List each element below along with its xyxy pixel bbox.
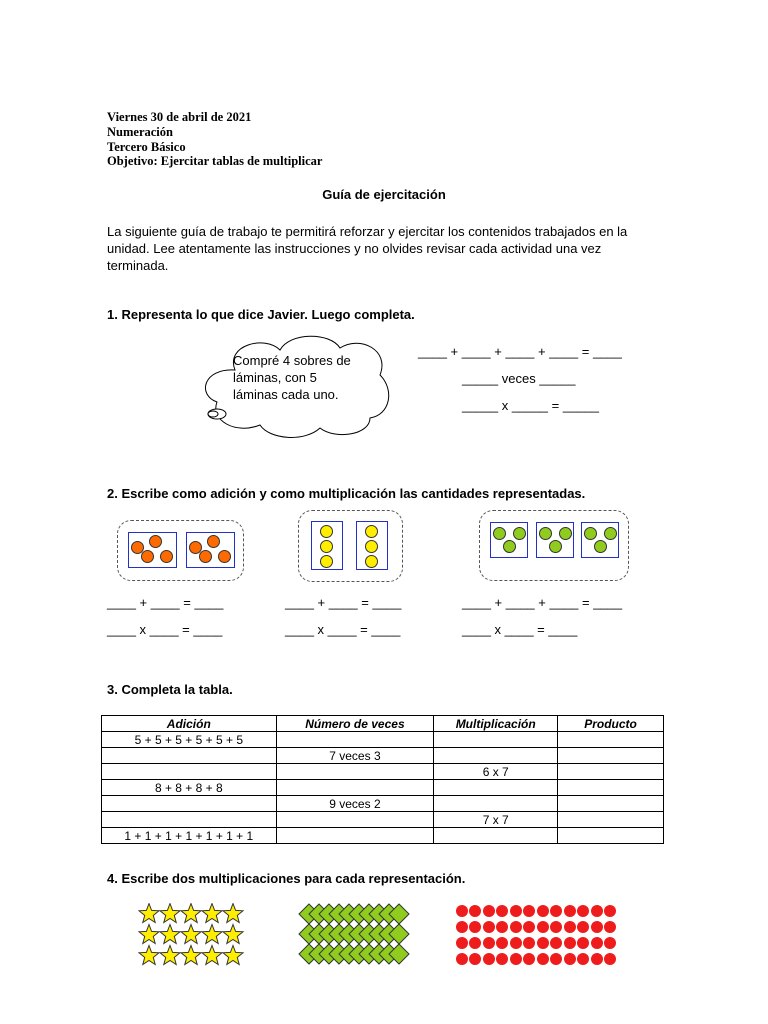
red-circle <box>577 905 589 917</box>
table-cell[interactable] <box>102 812 277 828</box>
star-icon <box>160 925 180 944</box>
q1-veces-line[interactable]: _____ veces _____ <box>462 371 576 386</box>
q1-addition-line[interactable]: ____ + ____ + ____ + ____ = ____ <box>418 344 622 359</box>
table-cell[interactable]: 5 + 5 + 5 + 5 + 5 + 5 <box>102 732 277 748</box>
star-icon <box>181 925 201 944</box>
yellow-dots-group <box>298 510 403 582</box>
orange-dot <box>218 550 231 563</box>
yellow-dots-box <box>356 521 388 570</box>
star-icon <box>223 946 243 965</box>
star-icon <box>202 904 222 923</box>
table-cell[interactable] <box>276 732 434 748</box>
orange-dots-box <box>128 532 177 568</box>
star-icon <box>160 946 180 965</box>
red-circle <box>550 905 562 917</box>
red-circle <box>483 953 495 965</box>
table-row <box>102 812 664 828</box>
table-cell[interactable] <box>558 764 664 780</box>
red-circle <box>523 953 535 965</box>
star-icon <box>181 904 201 923</box>
red-circle <box>483 921 495 933</box>
table-cell[interactable] <box>276 764 434 780</box>
green-dot <box>584 527 597 540</box>
question-3-heading: 3. Completa la tabla. <box>107 682 233 697</box>
q2-group1-addition[interactable]: ____ + ____ = ____ <box>107 595 224 610</box>
header-subject: Numeración <box>107 125 173 139</box>
red-circle <box>496 937 508 949</box>
table-cell[interactable] <box>276 780 434 796</box>
red-circle <box>604 921 616 933</box>
green-dot <box>594 540 607 553</box>
red-circle <box>510 921 522 933</box>
q2-group2-multiplication[interactable]: ____ x ____ = ____ <box>285 622 401 637</box>
yellow-dot <box>320 540 333 553</box>
green-dots-box <box>536 522 574 558</box>
table-header-row <box>102 716 664 732</box>
q1-multiplication-line[interactable]: _____ x _____ = _____ <box>462 398 599 413</box>
col-header-adicion: Adición <box>102 716 277 732</box>
table-row <box>102 796 664 812</box>
star-icon <box>223 904 243 923</box>
q2-group3-multiplication[interactable]: ____ x ____ = ____ <box>462 622 578 637</box>
col-header-multiplicacion: Multiplicación <box>434 716 558 732</box>
star-icon <box>181 946 201 965</box>
red-circle <box>564 937 576 949</box>
red-circle <box>550 921 562 933</box>
red-circle <box>591 921 603 933</box>
green-dot <box>539 527 552 540</box>
yellow-dot <box>320 525 333 538</box>
red-circle <box>591 953 603 965</box>
green-dot <box>559 527 572 540</box>
red-circle <box>456 953 468 965</box>
green-dot <box>503 540 516 553</box>
table-cell[interactable] <box>558 748 664 764</box>
question-4-heading: 4. Escribe dos multiplicaciones para cada representación. <box>107 871 466 886</box>
red-circle <box>591 905 603 917</box>
red-circle <box>510 953 522 965</box>
table-cell[interactable]: 7 veces 3 <box>276 748 434 764</box>
table-cell[interactable] <box>276 828 434 844</box>
question-2-heading: 2. Escribe como adición y como multiplicación las cantidades representadas. <box>107 486 586 501</box>
yellow-dot <box>320 555 333 568</box>
cloud-text: Compré 4 sobres de láminas, con 5 láminas cada uno. <box>233 353 351 402</box>
q2-group1-multiplication[interactable]: ____ x ____ = ____ <box>107 622 223 637</box>
header-objective: Objetivo: Ejercitar tablas de multiplicar <box>107 154 323 168</box>
red-circle <box>469 921 481 933</box>
red-circle <box>496 905 508 917</box>
orange-dots-group <box>117 520 244 581</box>
red-circle <box>469 953 481 965</box>
orange-dot <box>141 550 154 563</box>
header-grade: Tercero Básico <box>107 140 186 154</box>
red-circle <box>496 921 508 933</box>
star-icon <box>160 904 180 923</box>
question-1-heading: 1. Representa lo que dice Javier. Luego completa. <box>107 307 415 322</box>
orange-dot <box>160 550 173 563</box>
intro-paragraph: La siguiente guía de trabajo te permitirá reforzar y ejercitar los contenidos trabajados en la unidad. Lee atentamente las instrucciones y no olvides revisar cada actividad una vez terminada. <box>107 224 628 273</box>
orange-dot <box>199 550 212 563</box>
red-circle <box>550 937 562 949</box>
table-cell[interactable] <box>558 732 664 748</box>
table-cell[interactable] <box>434 732 558 748</box>
red-circle <box>456 937 468 949</box>
table-cell[interactable] <box>558 828 664 844</box>
red-circle <box>550 953 562 965</box>
star-icon <box>139 946 159 965</box>
green-dots-box <box>490 522 528 558</box>
green-dots-box <box>581 522 619 558</box>
red-circle <box>456 921 468 933</box>
header-date: Viernes 30 de abril de 2021 <box>107 110 252 124</box>
star-icon <box>139 904 159 923</box>
table-cell[interactable] <box>434 780 558 796</box>
red-circle <box>523 937 535 949</box>
red-circle <box>604 937 616 949</box>
table-row <box>102 780 664 796</box>
yellow-dot <box>365 540 378 553</box>
green-dot <box>604 527 617 540</box>
table-cell[interactable] <box>434 796 558 812</box>
table-cell[interactable] <box>276 812 434 828</box>
page-title: Guía de ejercitación <box>322 187 446 202</box>
table-cell[interactable] <box>434 828 558 844</box>
red-circle <box>510 905 522 917</box>
red-circle <box>537 953 549 965</box>
green-dot <box>513 527 526 540</box>
red-circle <box>483 905 495 917</box>
table-cell[interactable] <box>102 764 277 780</box>
red-circle <box>537 905 549 917</box>
red-circle <box>604 905 616 917</box>
stars-array <box>138 903 246 967</box>
q2-group2-addition[interactable]: ____ + ____ = ____ <box>285 595 402 610</box>
table-cell[interactable] <box>558 780 664 796</box>
table-cell[interactable] <box>434 748 558 764</box>
red-circle <box>577 937 589 949</box>
multiplication-table <box>101 715 664 844</box>
orange-dots-box <box>186 532 235 568</box>
red-circle <box>604 953 616 965</box>
red-circle <box>577 953 589 965</box>
red-circle <box>523 905 535 917</box>
table-cell[interactable]: 9 veces 2 <box>276 796 434 812</box>
table-row <box>102 732 664 748</box>
table-cell[interactable] <box>102 796 277 812</box>
table-cell[interactable] <box>558 812 664 828</box>
table-cell[interactable] <box>102 748 277 764</box>
table-cell[interactable]: 8 + 8 + 8 + 8 <box>102 780 277 796</box>
green-dots-group <box>479 510 629 581</box>
col-header-numero-veces: Número de veces <box>276 716 434 732</box>
star-icon <box>202 925 222 944</box>
table-cell[interactable]: 6 x 7 <box>434 764 558 780</box>
red-circle <box>564 953 576 965</box>
red-circle <box>496 953 508 965</box>
star-icon <box>223 925 243 944</box>
table-cell[interactable]: 1 + 1 + 1 + 1 + 1 + 1 + 1 <box>102 828 277 844</box>
red-circle <box>469 905 481 917</box>
star-icon <box>202 946 222 965</box>
green-dot <box>493 527 506 540</box>
q2-group3-addition[interactable]: ____ + ____ + ____ = ____ <box>462 595 623 610</box>
green-dot <box>549 540 562 553</box>
red-circles-array <box>456 905 622 965</box>
red-circle <box>456 905 468 917</box>
star-icon <box>139 925 159 944</box>
red-circle <box>537 921 549 933</box>
table-row <box>102 764 664 780</box>
red-circle <box>469 937 481 949</box>
red-circle <box>564 921 576 933</box>
orange-dot <box>149 535 162 548</box>
red-circle <box>483 937 495 949</box>
red-circle <box>537 937 549 949</box>
red-circle <box>591 937 603 949</box>
red-circle <box>577 921 589 933</box>
red-circle <box>564 905 576 917</box>
red-circle <box>510 937 522 949</box>
col-header-producto: Producto <box>558 716 664 732</box>
diamonds-array <box>298 903 416 967</box>
yellow-dot <box>365 555 378 568</box>
table-row <box>102 748 664 764</box>
table-cell[interactable]: 7 x 7 <box>434 812 558 828</box>
red-circle <box>523 921 535 933</box>
table-cell[interactable] <box>558 796 664 812</box>
table-row <box>102 828 664 844</box>
yellow-dots-box <box>311 521 343 570</box>
yellow-dot <box>365 525 378 538</box>
orange-dot <box>207 535 220 548</box>
